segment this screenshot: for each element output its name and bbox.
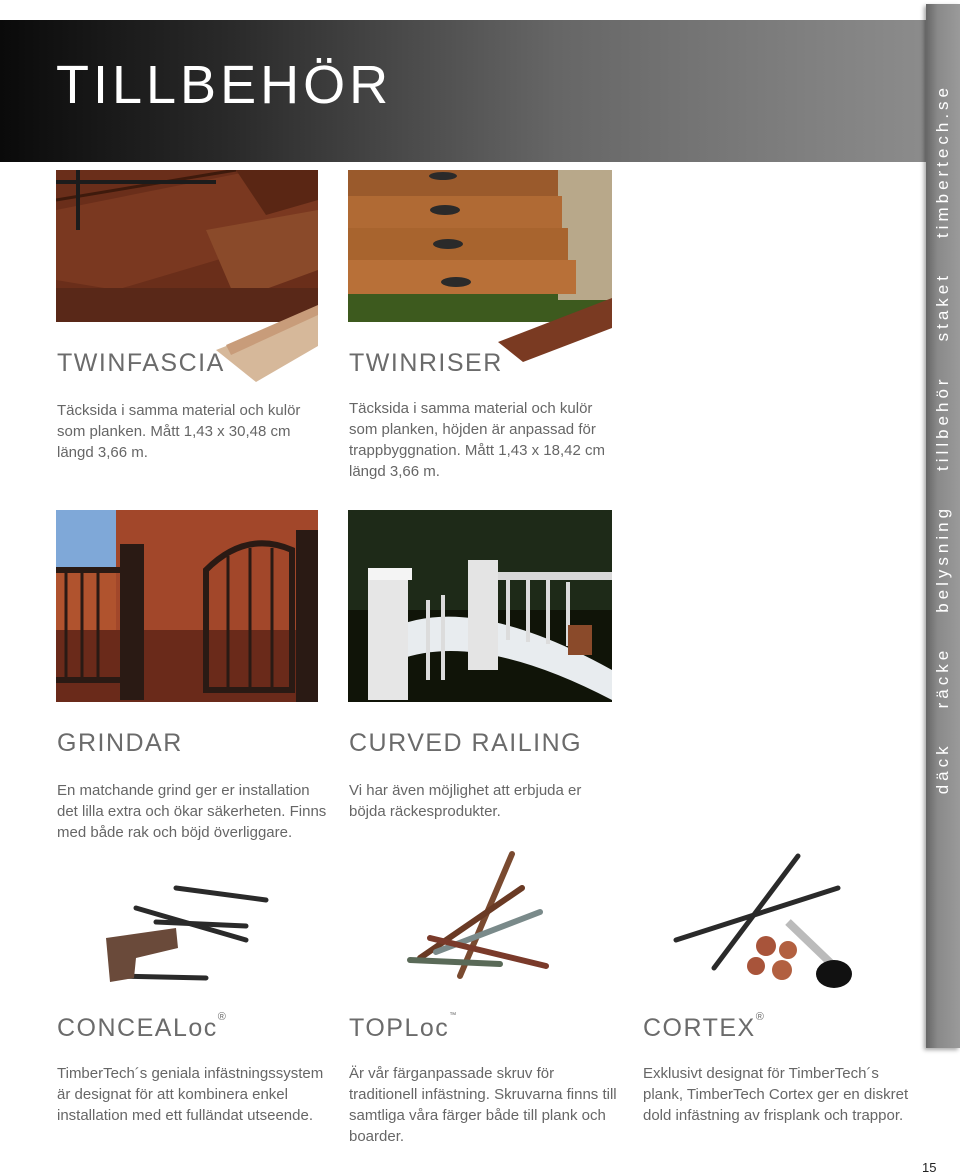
grindar-description: En matchande grind ger er installation det lilla extra och ökar säkerheten. Finns med både rak och böjd överliggare. bbox=[57, 782, 327, 841]
side-nav-tab bbox=[926, 4, 960, 1048]
side-nav-item-staket[interactable]: staket bbox=[933, 272, 952, 342]
side-nav-item-belysning[interactable]: belysning bbox=[933, 504, 952, 613]
curved-railing-description: Vi har även möjlighet att erbjuda er böjda räckesprodukter. bbox=[349, 782, 582, 820]
page-title: TILLBEHÖR bbox=[56, 55, 393, 115]
cortex-description: Exklusivt designat för TimberTech´s plank, TimberTech Cortex ger en diskret dold infästning av frisplank och trappor. bbox=[643, 1065, 909, 1124]
cortex-title: CORTEX® bbox=[643, 1011, 766, 1042]
cortex-kit-image bbox=[668, 850, 858, 1002]
cortex-photo bbox=[668, 850, 858, 1002]
stairs-riser-image bbox=[348, 170, 612, 362]
grindar-photo bbox=[56, 510, 318, 702]
toploc-screws-image bbox=[400, 848, 552, 988]
curved-railing-photo bbox=[348, 510, 612, 702]
page-number: 15 bbox=[922, 1160, 937, 1175]
concealoc-description: TimberTech´s geniala infästningssystem är designat för att kombinera enkel installation med ett fulländat utseende. bbox=[57, 1065, 324, 1124]
toploc-photo bbox=[400, 848, 552, 988]
side-nav-item-tillbehor[interactable]: tillbehör bbox=[933, 375, 952, 471]
grindar-title: GRINDAR bbox=[57, 729, 183, 757]
cortex-registered-mark: ® bbox=[755, 1011, 766, 1023]
toploc-trademark: ™ bbox=[449, 1012, 458, 1019]
toploc-title: TOPLoc™ bbox=[349, 1012, 458, 1042]
concealoc-title: CONCEALoc® bbox=[57, 1011, 228, 1042]
twinriser-description: Täcksida i samma material och kulör som planken, höjden är anpassad för trappbyggnation. Mått 1,43 x 18,42 cm längd 3,66 m. bbox=[349, 400, 605, 480]
curved-railing-image bbox=[348, 510, 612, 702]
side-nav-item-dack[interactable]: däck bbox=[933, 742, 952, 795]
toploc-description: Är vår färganpassade skruv för traditionell infästning. Skruvarna finns till samtliga våra färger både till plank och boarder. bbox=[349, 1065, 617, 1145]
side-nav-item-racke[interactable]: räcke bbox=[933, 646, 952, 709]
twinriser-title: TWINRISER bbox=[349, 349, 503, 377]
twinriser-photo bbox=[348, 170, 612, 362]
twinfascia-description: Täcksida i samma material och kulör som planken. Mått 1,43 x 30,48 cm längd 3,66 m. bbox=[57, 402, 301, 461]
gate-image bbox=[56, 510, 318, 702]
side-nav-item-website[interactable]: timbertech.se bbox=[933, 84, 952, 239]
concealoc-registered-mark: ® bbox=[217, 1011, 228, 1023]
concealoc-photo bbox=[96, 848, 282, 1008]
concealoc-clips-image bbox=[96, 848, 282, 1008]
side-nav-text bbox=[926, 4, 960, 1048]
curved-railing-title: CURVED RAILING bbox=[349, 729, 583, 757]
twinfascia-title: TWINFASCIA bbox=[57, 349, 225, 377]
